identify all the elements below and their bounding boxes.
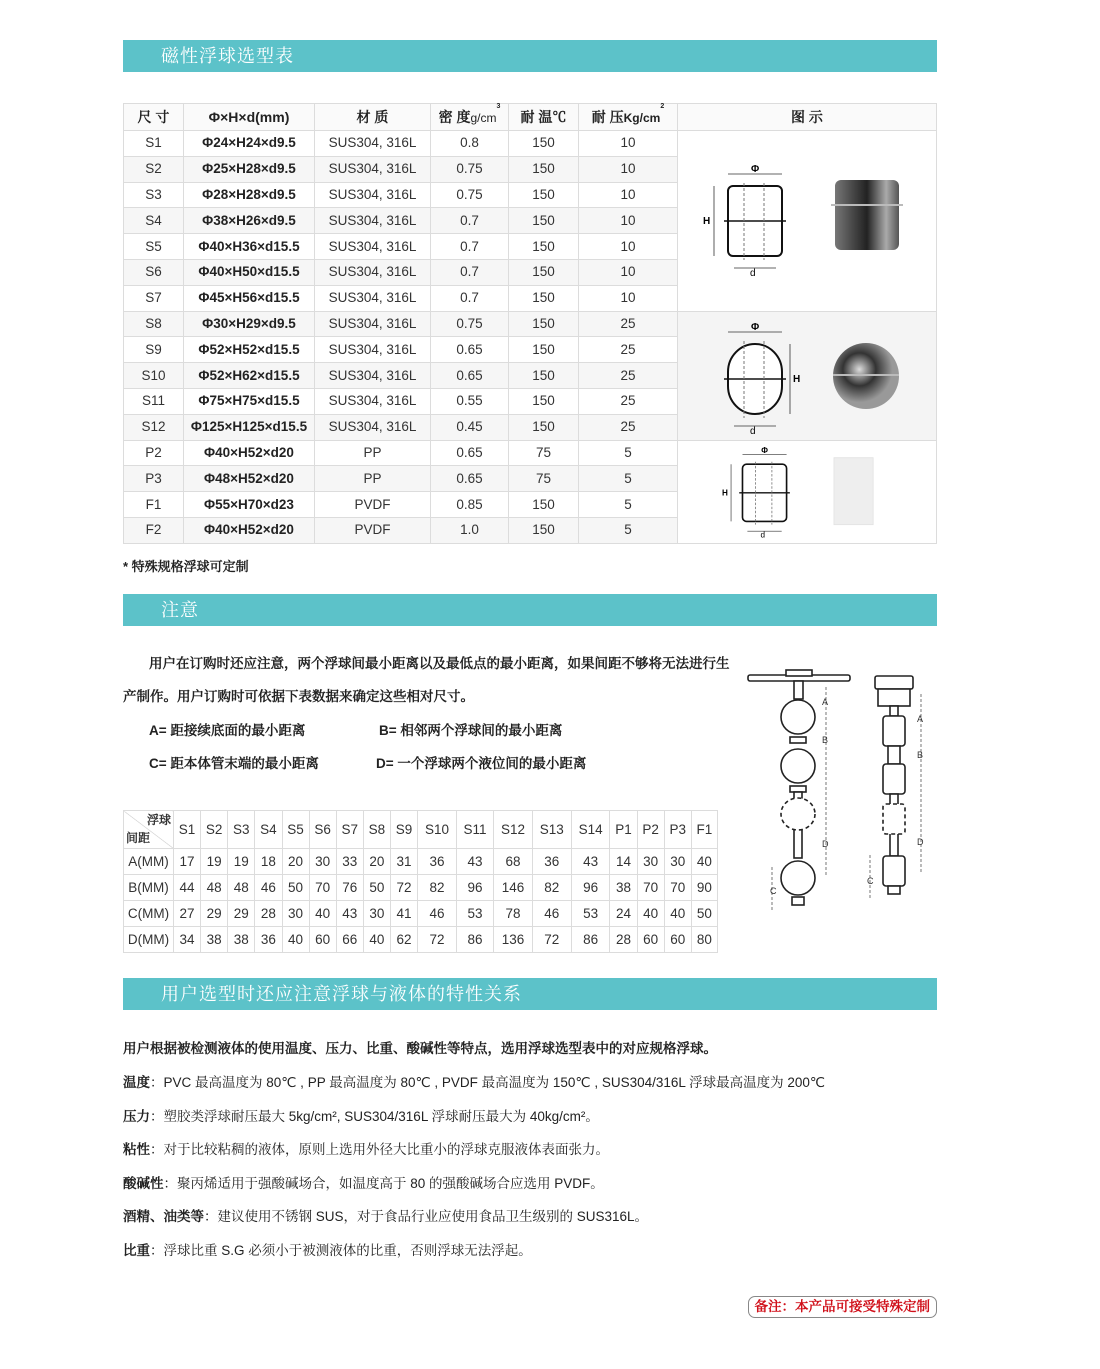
cell-material: SUS304, 316L (315, 259, 431, 285)
property-item: 酸碱性：聚丙烯适用于强酸碱场合，如温度高于 80 的强酸碱场合应选用 PVDF。 (123, 1175, 604, 1191)
property-item: 粘性：对于比较粘稠的液体，原则上选用外径大比重小的浮球克服液体表面张力。 (123, 1142, 609, 1157)
cell-value: 40 (363, 927, 390, 953)
cell-pressure: 25 (579, 311, 678, 337)
cell-value: 46 (532, 901, 571, 927)
cell-size: F1 (124, 492, 184, 518)
definition-d: D= 一个浮球两个液位间的最小距离 (376, 756, 587, 771)
cell-value: 20 (282, 849, 309, 875)
header-illustration: 图 示 (678, 104, 937, 131)
custom-spec-footnote: * 特殊规格浮球可定制 (123, 559, 249, 574)
cell-pressure: 10 (579, 182, 678, 208)
cell-size: S5 (124, 234, 184, 260)
svg-text:Φ: Φ (751, 321, 760, 333)
section-title-selection: 磁性浮球选型表 (123, 40, 937, 72)
cell-pressure: 5 (579, 492, 678, 518)
cell-value: 50 (363, 875, 390, 901)
column-header: S14 (571, 811, 610, 849)
float-spacing-diagram (740, 662, 940, 922)
cell-value: 68 (494, 849, 533, 875)
cell-material: SUS304, 316L (315, 388, 431, 414)
cell-value: 30 (664, 849, 691, 875)
cell-value: 43 (571, 849, 610, 875)
cell-dimensions: Φ75×H75×d15.5 (184, 388, 315, 414)
definition-b: B= 相邻两个浮球间的最小距离 (379, 723, 563, 738)
cell-value: 46 (255, 875, 282, 901)
cell-value: 90 (691, 875, 717, 901)
table-row (124, 311, 937, 337)
cell-temperature: 150 (509, 388, 579, 414)
cell-density: 0.7 (431, 208, 509, 234)
property-item: 温度：PVC 最高温度为 80℃ , PP 最高温度为 80℃ , PVDF 最高温度为 150℃ , SUS304/316L 浮球最高温度为 200℃ (123, 1075, 826, 1090)
svg-text:d: d (750, 425, 756, 437)
cell-value: 48 (201, 875, 228, 901)
cell-value: 40 (664, 901, 691, 927)
cell-pressure: 5 (579, 466, 678, 492)
notice-paragraph-line1: 用户在订购时还应注意，两个浮球间最小距离以及最低点的最小距离，如果间距不够将无法进行生 (149, 656, 730, 671)
header-pressure: 耐 压$Kg/cm^2$ (579, 104, 678, 131)
cell-value: 96 (571, 875, 610, 901)
cell-value: 72 (418, 927, 457, 953)
cell-value: 96 (456, 875, 493, 901)
plastic-float-photo (834, 457, 873, 524)
cell-value: 146 (494, 875, 533, 901)
cell-value: 19 (201, 849, 228, 875)
cell-temperature: 150 (509, 337, 579, 363)
cell-material: SUS304, 316L (315, 156, 431, 182)
header-temperature: 耐 温℃ (509, 104, 579, 131)
cell-pressure: 25 (579, 414, 678, 440)
cell-value: 38 (610, 875, 637, 901)
cell-value: 40 (691, 849, 717, 875)
cell-value: 50 (691, 901, 717, 927)
cell-value: 70 (309, 875, 336, 901)
table-row (124, 901, 718, 927)
section-title-liquid-properties: 用户选型时还应注意浮球与液体的特性关系 (123, 978, 937, 1010)
cell-value: 44 (174, 875, 201, 901)
cell-material: PVDF (315, 517, 431, 543)
cell-pressure: 5 (579, 517, 678, 543)
table-header-row (124, 811, 718, 849)
cell-value: 48 (228, 875, 255, 901)
properties-intro: 用户根据被检测液体的使用温度、压力、比重、酸碱性等特点，选用浮球选型表中的对应规格浮球。 (123, 1041, 717, 1056)
cell-value: 72 (532, 927, 571, 953)
cell-dimensions: Φ40×H36×d15.5 (184, 234, 315, 260)
cell-value: 86 (571, 927, 610, 953)
cell-value: 30 (637, 849, 664, 875)
cell-value: 41 (391, 901, 418, 927)
cell-temperature: 150 (509, 363, 579, 389)
cell-dimensions: Φ125×H125×d15.5 (184, 414, 315, 440)
cell-value: 36 (532, 849, 571, 875)
cell-dimensions: Φ52×H52×d15.5 (184, 337, 315, 363)
column-header: S13 (532, 811, 571, 849)
cell-density: 0.65 (431, 466, 509, 492)
cell-value: 18 (255, 849, 282, 875)
label-b: B (822, 735, 829, 745)
header-density: 密 度$g/cm^3$ (431, 104, 509, 131)
property-item: 比重：浮球比重 S.G 必须小于被测液体的比重，否则浮球无法浮起。 (123, 1242, 532, 1258)
column-header: S2 (201, 811, 228, 849)
table-row (124, 440, 937, 466)
cell-value: 29 (228, 901, 255, 927)
cell-density: 0.7 (431, 234, 509, 260)
cell-value: 34 (174, 927, 201, 953)
cell-dimensions: Φ55×H70×d23 (184, 492, 315, 518)
cell-temperature: 150 (509, 285, 579, 311)
cell-value: 36 (418, 849, 457, 875)
cell-value: 60 (309, 927, 336, 953)
illustration-cell (678, 311, 937, 440)
cell-size: P2 (124, 440, 184, 466)
cell-value: 46 (418, 901, 457, 927)
column-header: F1 (691, 811, 717, 849)
cell-pressure: 10 (579, 156, 678, 182)
cell-value: 36 (255, 927, 282, 953)
corner-cell: 浮球 间距 (124, 811, 174, 849)
illustration-cell (678, 440, 937, 543)
cell-value: 30 (282, 901, 309, 927)
table-row (124, 849, 718, 875)
cell-material: SUS304, 316L (315, 208, 431, 234)
cell-size: S10 (124, 363, 184, 389)
cell-temperature: 75 (509, 466, 579, 492)
cell-value: 60 (664, 927, 691, 953)
label-d: D (822, 839, 829, 849)
svg-text:Φ: Φ (751, 163, 760, 175)
cell-value: 76 (336, 875, 363, 901)
float-diagram (678, 314, 936, 438)
cell-density: 0.75 (431, 311, 509, 337)
column-header: S11 (456, 811, 493, 849)
cell-value: 28 (610, 927, 637, 953)
cell-density: 0.8 (431, 131, 509, 157)
cell-pressure: 10 (579, 208, 678, 234)
cell-pressure: 25 (579, 388, 678, 414)
stainless-cylinder-float-photo (835, 180, 899, 250)
cell-pressure: 25 (579, 337, 678, 363)
row-label: B(MM) (124, 875, 174, 901)
cell-value: 50 (282, 875, 309, 901)
cell-value: 72 (391, 875, 418, 901)
float-spacing-table (123, 810, 718, 953)
cell-size: S4 (124, 208, 184, 234)
cell-value: 17 (174, 849, 201, 875)
column-header: S6 (309, 811, 336, 849)
cell-dimensions: Φ40×H52×d20 (184, 440, 315, 466)
cell-value: 27 (174, 901, 201, 927)
cell-value: 80 (691, 927, 717, 953)
cell-value: 86 (456, 927, 493, 953)
cell-material: SUS304, 316L (315, 234, 431, 260)
definition-a: A= 距接续底面的最小距离 (149, 723, 306, 738)
row-label: A(MM) (124, 849, 174, 875)
label-d-2: D (917, 837, 924, 847)
cell-temperature: 150 (509, 311, 579, 337)
float-selection-table (123, 103, 937, 544)
cell-size: S9 (124, 337, 184, 363)
cell-value: 30 (363, 901, 390, 927)
cell-dimensions: Φ48×H52×d20 (184, 466, 315, 492)
cell-density: 0.75 (431, 156, 509, 182)
cell-size: S11 (124, 388, 184, 414)
label-a: A (822, 697, 829, 707)
table-row (124, 927, 718, 953)
cell-size: S2 (124, 156, 184, 182)
property-item: 酒精、油类等：建议使用不锈钢 SUS，对于食品行业应使用食品卫生级别的 SUS316L。 (123, 1209, 649, 1224)
cell-dimensions: Φ25×H28×d9.5 (184, 156, 315, 182)
cell-material: PP (315, 466, 431, 492)
cell-density: 0.65 (431, 363, 509, 389)
cell-value: 29 (201, 901, 228, 927)
cell-value: 40 (282, 927, 309, 953)
column-header: S1 (174, 811, 201, 849)
cell-temperature: 150 (509, 414, 579, 440)
column-header: S9 (391, 811, 418, 849)
cell-temperature: 150 (509, 131, 579, 157)
cell-value: 40 (637, 901, 664, 927)
row-label: C(MM) (124, 901, 174, 927)
cell-material: SUS304, 316L (315, 182, 431, 208)
cell-value: 43 (456, 849, 493, 875)
cell-dimensions: Φ28×H28×d9.5 (184, 182, 315, 208)
cell-temperature: 150 (509, 492, 579, 518)
notice-paragraph-line2: 产制作。用户订购时可依据下表数据来确定这些相对尺寸。 (123, 689, 474, 704)
cell-density: 0.7 (431, 285, 509, 311)
illustration-cell (678, 131, 937, 312)
cell-value: 66 (336, 927, 363, 953)
header-material: 材 质 (315, 104, 431, 131)
cell-temperature: 150 (509, 517, 579, 543)
cell-value: 40 (309, 901, 336, 927)
cell-value: 62 (391, 927, 418, 953)
cell-value: 31 (391, 849, 418, 875)
cell-density: 0.45 (431, 414, 509, 440)
label-b-2: B (917, 750, 924, 760)
cell-temperature: 150 (509, 208, 579, 234)
row-label: D(MM) (124, 927, 174, 953)
cell-pressure: 10 (579, 285, 678, 311)
cell-value: 38 (228, 927, 255, 953)
cell-size: S7 (124, 285, 184, 311)
cell-value: 53 (456, 901, 493, 927)
cell-dimensions: Φ30×H29×d9.5 (184, 311, 315, 337)
column-header: S4 (255, 811, 282, 849)
cell-density: 1.0 (431, 517, 509, 543)
svg-text:Φ: Φ (761, 445, 768, 455)
cell-density: 0.65 (431, 337, 509, 363)
cell-density: 0.55 (431, 388, 509, 414)
float-diagram (678, 136, 936, 306)
column-header: S7 (336, 811, 363, 849)
column-header: S3 (228, 811, 255, 849)
cell-value: 82 (532, 875, 571, 901)
column-header: S8 (363, 811, 390, 849)
cell-value: 60 (637, 927, 664, 953)
cell-material: SUS304, 316L (315, 131, 431, 157)
cell-value: 28 (255, 901, 282, 927)
table-row (124, 131, 937, 157)
cell-material: PP (315, 440, 431, 466)
cell-pressure: 10 (579, 131, 678, 157)
cell-value: 20 (363, 849, 390, 875)
definition-c: C= 距本体管末端的最小距离 (149, 756, 319, 771)
header-size: 尺 寸 (124, 104, 184, 131)
section-title-notice: 注意 (123, 594, 937, 626)
cell-temperature: 150 (509, 259, 579, 285)
cell-temperature: 75 (509, 440, 579, 466)
cell-size: S12 (124, 414, 184, 440)
cell-density: 0.75 (431, 182, 509, 208)
float-diagram (678, 443, 936, 541)
cell-dimensions: Φ52×H62×d15.5 (184, 363, 315, 389)
cell-dimensions: Φ38×H26×d9.5 (184, 208, 315, 234)
cell-size: F2 (124, 517, 184, 543)
cell-temperature: 150 (509, 182, 579, 208)
cell-material: SUS304, 316L (315, 285, 431, 311)
svg-text:H: H (793, 373, 801, 385)
cell-value: 70 (637, 875, 664, 901)
cell-value: 43 (336, 901, 363, 927)
cell-pressure: 10 (579, 234, 678, 260)
label-c: C (770, 886, 777, 896)
cell-value: 33 (336, 849, 363, 875)
column-header: P2 (637, 811, 664, 849)
table-row (124, 875, 718, 901)
cell-material: SUS304, 316L (315, 414, 431, 440)
cell-value: 70 (664, 875, 691, 901)
header-dimensions: Φ×H×d(mm) (184, 104, 315, 131)
cell-dimensions: Φ45×H56×d15.5 (184, 285, 315, 311)
svg-text:H: H (703, 215, 711, 227)
cell-density: 0.85 (431, 492, 509, 518)
column-header: P1 (610, 811, 637, 849)
cell-temperature: 150 (509, 234, 579, 260)
label-c-2: C (867, 876, 874, 886)
cell-size: S1 (124, 131, 184, 157)
cell-pressure: 5 (579, 440, 678, 466)
cell-dimensions: Φ40×H50×d15.5 (184, 259, 315, 285)
cell-value: 82 (418, 875, 457, 901)
cell-value: 53 (571, 901, 610, 927)
cell-material: SUS304, 316L (315, 363, 431, 389)
cell-value: 30 (309, 849, 336, 875)
cell-size: S6 (124, 259, 184, 285)
cell-pressure: 10 (579, 259, 678, 285)
svg-text:d: d (760, 530, 765, 540)
cell-value: 38 (201, 927, 228, 953)
column-header: S5 (282, 811, 309, 849)
cell-material: PVDF (315, 492, 431, 518)
cell-temperature: 150 (509, 156, 579, 182)
cell-value: 14 (610, 849, 637, 875)
cell-dimensions: Φ24×H24×d9.5 (184, 131, 315, 157)
cell-size: P3 (124, 466, 184, 492)
cell-size: S8 (124, 311, 184, 337)
cell-dimensions: Φ40×H52×d20 (184, 517, 315, 543)
column-header: S12 (494, 811, 533, 849)
cell-pressure: 25 (579, 363, 678, 389)
cell-density: 0.65 (431, 440, 509, 466)
svg-text:d: d (750, 267, 756, 279)
cell-value: 136 (494, 927, 533, 953)
column-header: P3 (664, 811, 691, 849)
label-a-2: A (917, 714, 924, 724)
column-header: S10 (418, 811, 457, 849)
cell-value: 78 (494, 901, 533, 927)
cell-density: 0.7 (431, 259, 509, 285)
cell-value: 19 (228, 849, 255, 875)
cell-size: S3 (124, 182, 184, 208)
svg-text:H: H (722, 487, 728, 497)
remark-badge: 备注：本产品可接受特殊定制 (748, 1296, 938, 1318)
cell-material: SUS304, 316L (315, 337, 431, 363)
cell-material: SUS304, 316L (315, 311, 431, 337)
property-item: 压力：塑胶类浮球耐压最大 5kg/cm², SUS304/316L 浮球耐压最大为 40kg/cm²。 (123, 1108, 599, 1124)
cell-value: 24 (610, 901, 637, 927)
